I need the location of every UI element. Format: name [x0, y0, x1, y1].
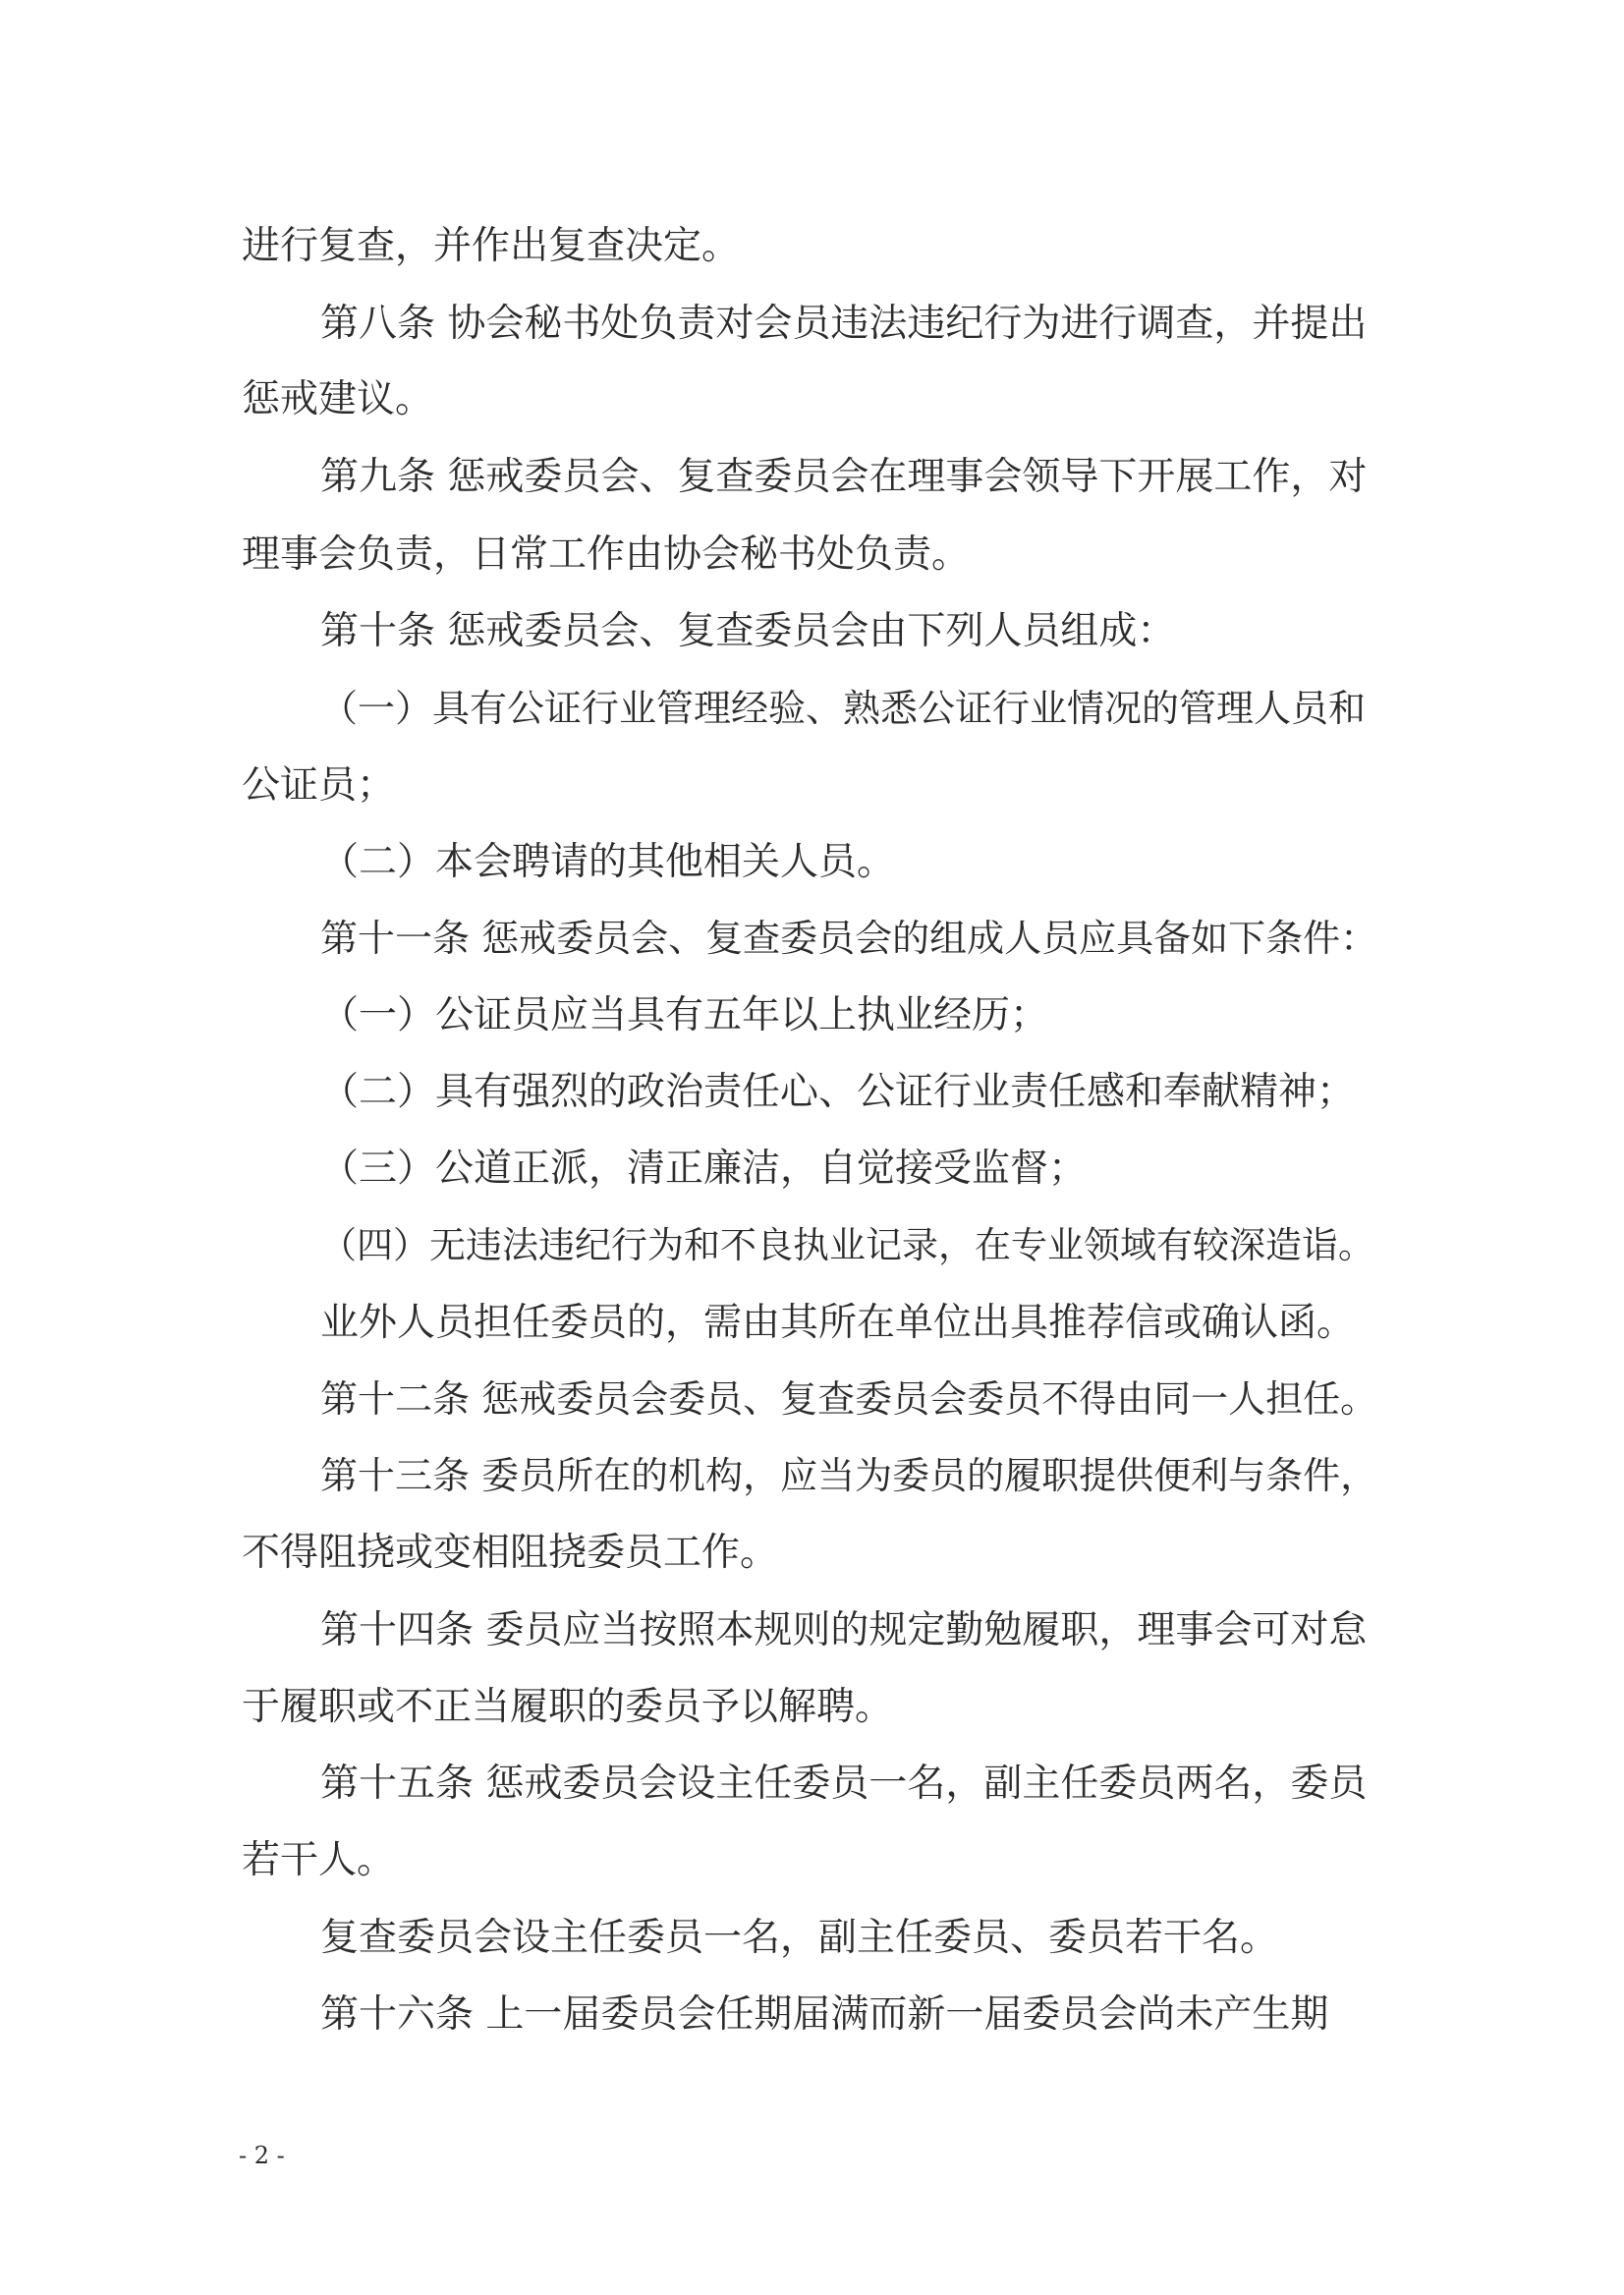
text-line-13: （三）公道正派，清正廉洁，自觉接受监督； [320, 1147, 1088, 1191]
text-line-19: 第十四条 委员应当按照本规则的规定勤勉履职，理事会可对怠 [320, 1608, 1368, 1652]
text-line-2: 第八条 协会秘书处负责对会员违法违纪行为进行调查，并提出 [320, 302, 1368, 346]
text-line-17: 第十三条 委员所在的机构，应当为委员的履职提供便利与条件， [320, 1454, 1378, 1497]
text-line-4: 第九条 惩戒委员会、复查委员会在理事会领导下开展工作，对 [320, 455, 1368, 499]
text-line-1: 进行复查，并作出复查决定。 [242, 224, 741, 268]
text-line-8: 公证员； [242, 763, 396, 808]
page-number: - 2 - [239, 2142, 285, 2169]
text-line-20: 于履职或不正当履职的委员予以解聘。 [242, 1685, 894, 1729]
text-line-11: （一）公证员应当具有五年以上执业经历； [320, 993, 1049, 1037]
text-line-24: 第十六条 上一届委员会任期届满而新一届委员会尚未产生期 [320, 1992, 1329, 2037]
text-line-10: 第十一条 惩戒委员会、复查委员会的组成人员应具备如下条件： [320, 917, 1378, 960]
text-line-12: （二）具有强烈的政治责任心、公证行业责任感和奉献精神； [320, 1070, 1356, 1114]
text-line-14: （四）无违法违纪行为和不良执业记录，在专业领域有较深造诣。 [320, 1224, 1374, 1266]
text-line-22: 若干人。 [242, 1838, 396, 1882]
text-line-9: （二）本会聘请的其他相关人员。 [320, 840, 896, 884]
text-line-18: 不得阻挠或变相阻挠委员工作。 [242, 1531, 779, 1575]
text-line-5: 理事会负责，日常工作由协会秘书处负责。 [242, 532, 971, 577]
text-line-21: 第十五条 惩戒委员会设主任委员一名，副主任委员两名，委员 [320, 1762, 1368, 1806]
text-line-16: 第十二条 惩戒委员会委员、复查委员会委员不得由同一人担任。 [320, 1377, 1378, 1421]
text-line-6: 第十条 惩戒委员会、复查委员会由下列人员组成： [320, 609, 1176, 653]
text-line-3: 惩戒建议。 [242, 377, 434, 421]
text-line-23: 复查委员会设主任委员一名，副主任委员、委员若干名。 [320, 1916, 1279, 1960]
text-line-15: 业外人员担任委员的，需由其所在单位出具推荐信或确认函。 [320, 1301, 1356, 1345]
text-line-7: （一）具有公证行业管理经验、熟悉公证行业情况的管理人员和 [320, 687, 1367, 730]
